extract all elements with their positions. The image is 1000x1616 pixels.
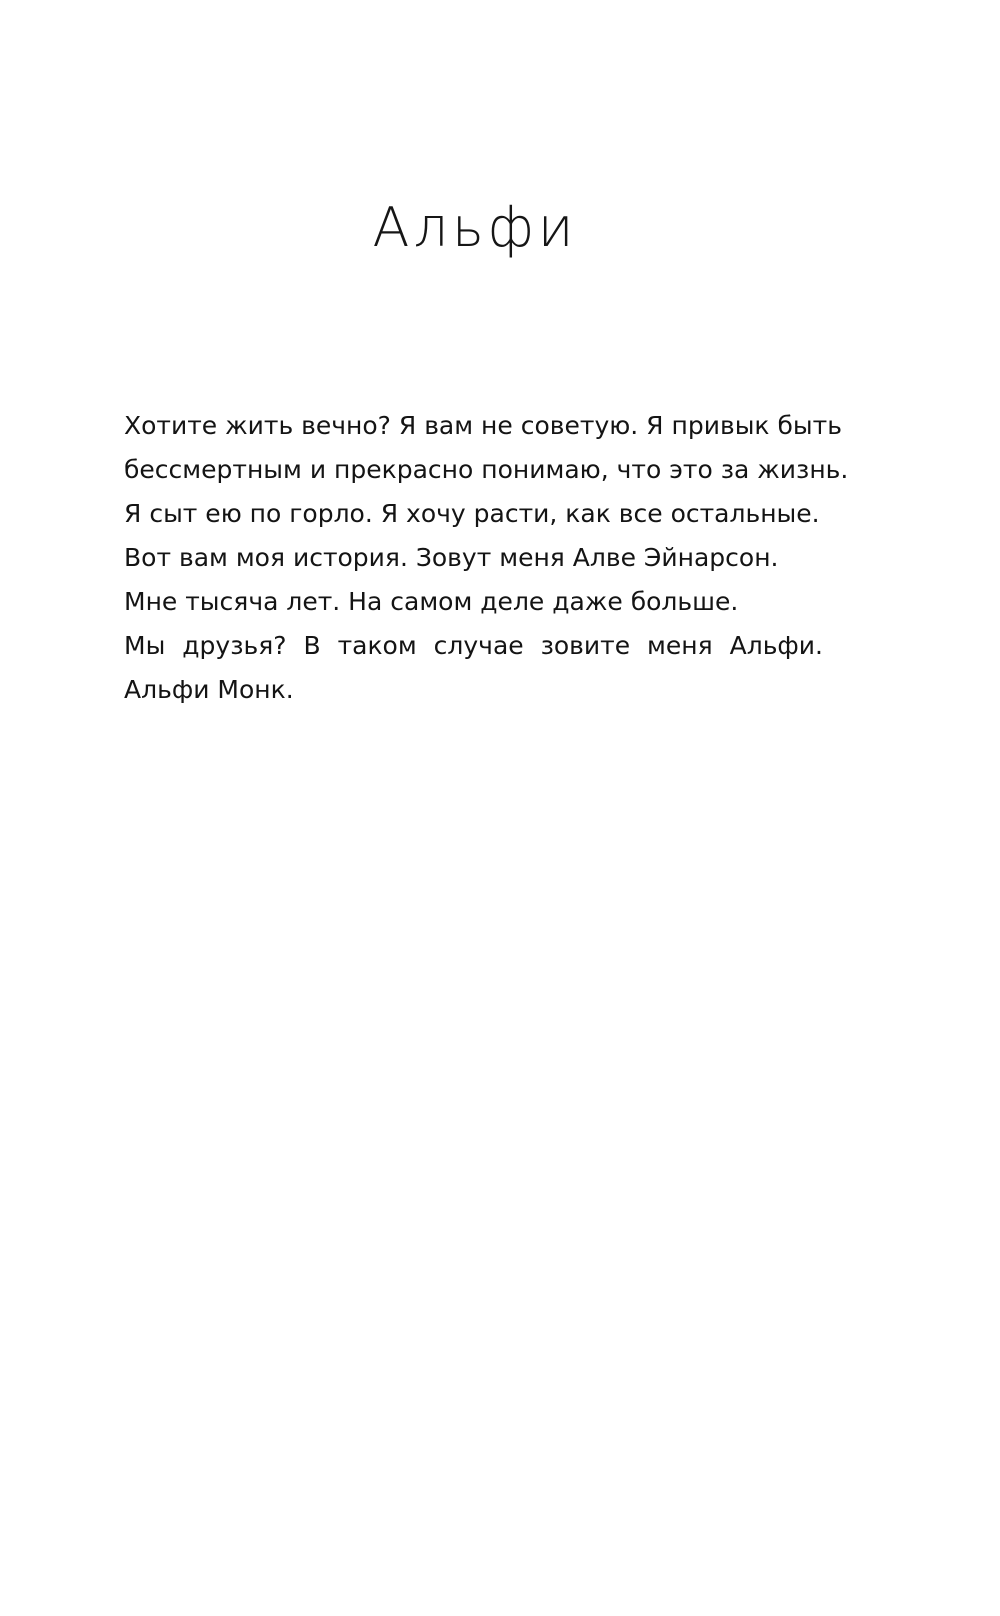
text-line: Вот вам моя история. Зовут меня Алве Эйнарсон. xyxy=(124,543,779,572)
body-paragraph xyxy=(124,404,849,712)
text-line: Я сыт ею по горло. Я хочу расти, как все остальные. xyxy=(124,499,820,528)
text-line: Альфи Монк. xyxy=(124,675,294,704)
text-line: Хотите жить вечно? Я вам не советую. Я привык быть xyxy=(124,411,842,440)
chapter-title: Альфи xyxy=(372,196,578,259)
text-line: Мы друзья? В таком случае зовите меня Альфи. xyxy=(124,631,823,660)
text-line: бессмертным и прекрасно понимаю, что это за жизнь. xyxy=(124,455,849,484)
text-line: Мне тысяча лет. На самом деле даже больше. xyxy=(124,587,739,616)
